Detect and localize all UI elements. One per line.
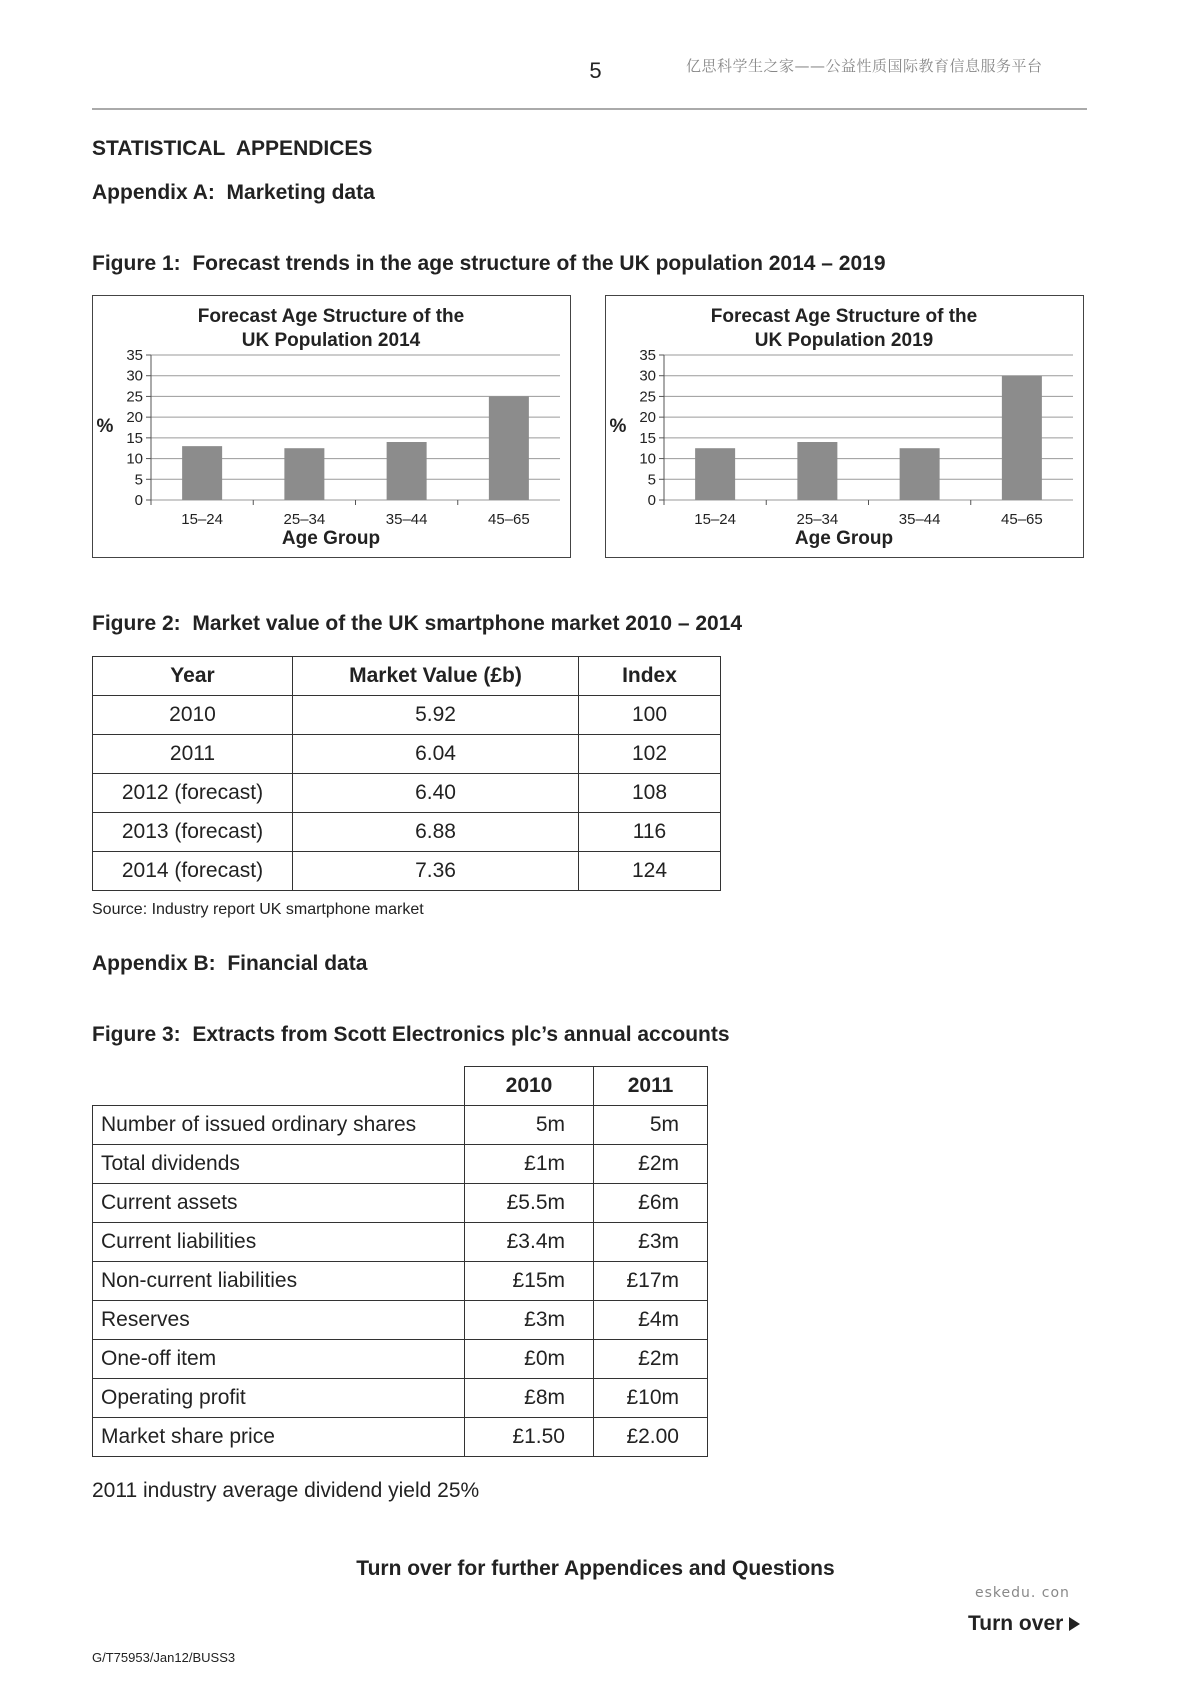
table-row	[93, 852, 721, 891]
col-2010-header: 2010	[465, 1067, 594, 1106]
turn-over-cta: Turn over for further Appendices and Questions	[356, 1557, 835, 1580]
market-value-cell: 7.36	[293, 852, 579, 891]
chart-2014-svg	[93, 296, 570, 557]
y-tick-label: 20	[639, 409, 656, 427]
index-cell: 124	[579, 852, 721, 891]
bar	[900, 448, 940, 500]
row-label: Reserves	[93, 1301, 465, 1340]
row-label: Operating profit	[93, 1379, 465, 1418]
y-tick-label: 15	[639, 429, 656, 447]
x-tick-label: 15–24	[694, 511, 736, 528]
market-value-cell: 6.40	[293, 774, 579, 813]
year-cell: 2011	[93, 735, 293, 774]
market-value-cell: 5.92	[293, 696, 579, 735]
value-2010-cell: 5m	[465, 1106, 594, 1145]
value-2010-cell: £3.4m	[465, 1223, 594, 1262]
y-tick-label: 20	[126, 409, 143, 427]
figure2-caption: Figure 2: Market value of the UK smartphone market 2010 – 2014	[92, 612, 743, 635]
value-2010-cell: £8m	[465, 1379, 594, 1418]
bar	[797, 442, 837, 500]
table-header-row	[93, 657, 721, 696]
year-cell: 2012 (forecast)	[93, 774, 293, 813]
accounts-table	[92, 1066, 708, 1457]
value-2011-cell: £2.00	[594, 1418, 708, 1457]
y-axis-label: %	[609, 416, 627, 437]
y-tick-label: 10	[639, 450, 656, 468]
bar	[182, 446, 222, 500]
y-tick-label: 35	[126, 347, 143, 364]
y-tick-label: 0	[647, 492, 656, 509]
table-row	[93, 1106, 708, 1145]
y-tick-label: 30	[639, 367, 656, 385]
page-number: 5	[589, 58, 602, 83]
value-2010-cell: £5.5m	[465, 1184, 594, 1223]
value-2010-cell: £1m	[465, 1145, 594, 1184]
x-tick-label: 25–34	[283, 511, 326, 528]
chart-title-line1: Forecast Age Structure of the	[710, 306, 978, 327]
value-2011-cell: 5m	[594, 1106, 708, 1145]
x-tick-label: 15–24	[181, 511, 223, 528]
table-row	[93, 1340, 708, 1379]
year-cell: 2010	[93, 696, 293, 735]
x-axis-label: Age Group	[794, 528, 894, 549]
market-value-table	[92, 656, 721, 891]
x-tick-label: 45–65	[488, 511, 530, 528]
value-2010-cell: £3m	[465, 1301, 594, 1340]
y-axis-label: %	[96, 416, 114, 437]
header-watermark: 亿思科学生之家——公益性质国际教育信息服务平台	[686, 57, 1043, 75]
table-row	[93, 735, 721, 774]
row-label: Market share price	[93, 1418, 465, 1457]
index-cell: 100	[579, 696, 721, 735]
table-row	[93, 1418, 708, 1457]
index-cell: 116	[579, 813, 721, 852]
row-label: Current liabilities	[93, 1223, 465, 1262]
chart-2019-svg	[606, 296, 1083, 557]
section-title: STATISTICAL APPENDICES	[92, 137, 373, 160]
y-tick-label: 5	[647, 471, 656, 489]
col-market-value-header: Market Value (£b)	[293, 657, 579, 696]
market-value-cell: 6.88	[293, 813, 579, 852]
play-arrow-icon	[1069, 1617, 1080, 1631]
y-tick-label: 30	[126, 367, 143, 385]
turn-over-text: Turn over	[968, 1612, 1064, 1635]
index-cell: 102	[579, 735, 721, 774]
y-tick-label: 15	[126, 429, 143, 447]
blank-corner-cell	[93, 1067, 465, 1106]
market-value-cell: 6.04	[293, 735, 579, 774]
x-axis-label: Age Group	[281, 528, 381, 549]
figure1-caption: Figure 1: Forecast trends in the age structure of the UK population 2014 – 2019	[92, 252, 886, 275]
row-label: Total dividends	[93, 1145, 465, 1184]
table-row	[93, 1184, 708, 1223]
row-label: Number of issued ordinary shares	[93, 1106, 465, 1145]
header-rule	[92, 108, 1087, 110]
value-2010-cell: £1.50	[465, 1418, 594, 1457]
y-tick-label: 25	[126, 388, 143, 406]
value-2011-cell: £10m	[594, 1379, 708, 1418]
y-tick-label: 35	[639, 347, 656, 364]
y-tick-label: 25	[639, 388, 656, 406]
col-year-header: Year	[93, 657, 293, 696]
x-tick-label: 35–44	[898, 511, 941, 528]
x-tick-label: 25–34	[796, 511, 839, 528]
bar	[284, 448, 324, 500]
value-2011-cell: £17m	[594, 1262, 708, 1301]
chart-2019	[605, 295, 1084, 558]
figure3-caption: Figure 3: Extracts from Scott Electronics plc’s annual accounts	[92, 1023, 730, 1046]
chart-title-line2: UK Population 2019	[754, 330, 934, 351]
turn-over-label	[968, 1612, 1080, 1636]
table-row	[93, 1145, 708, 1184]
industry-average-note: 2011 industry average dividend yield 25%	[92, 1479, 480, 1502]
value-2011-cell: £2m	[594, 1145, 708, 1184]
chart-title-line1: Forecast Age Structure of the	[197, 306, 465, 327]
value-2011-cell: £4m	[594, 1301, 708, 1340]
value-2010-cell: £0m	[465, 1340, 594, 1379]
x-tick-label: 35–44	[385, 511, 428, 528]
table-header-row	[93, 1067, 708, 1106]
value-2011-cell: £3m	[594, 1223, 708, 1262]
row-label: Current assets	[93, 1184, 465, 1223]
col-index-header: Index	[579, 657, 721, 696]
document-code: G/T75953/Jan12/BUSS3	[92, 1650, 236, 1665]
table-row	[93, 774, 721, 813]
table-row	[93, 696, 721, 735]
value-2010-cell: £15m	[465, 1262, 594, 1301]
value-2011-cell: £2m	[594, 1340, 708, 1379]
y-tick-label: 10	[126, 450, 143, 468]
row-label: One-off item	[93, 1340, 465, 1379]
col-2011-header: 2011	[594, 1067, 708, 1106]
bar	[695, 448, 735, 500]
source-note: Source: Industry report UK smartphone market	[92, 901, 424, 918]
y-tick-label: 0	[134, 492, 143, 509]
x-tick-label: 45–65	[1001, 511, 1043, 528]
value-2011-cell: £6m	[594, 1184, 708, 1223]
bar	[1002, 376, 1042, 500]
chart-2014	[92, 295, 571, 558]
year-cell: 2014 (forecast)	[93, 852, 293, 891]
appendix-a-title: Appendix A: Marketing data	[92, 181, 375, 204]
table-row	[93, 1379, 708, 1418]
bar	[387, 442, 427, 500]
table-row	[93, 1223, 708, 1262]
bar	[489, 396, 529, 500]
appendix-b-title: Appendix B: Financial data	[92, 952, 368, 975]
index-cell: 108	[579, 774, 721, 813]
row-label: Non-current liabilities	[93, 1262, 465, 1301]
y-tick-label: 5	[134, 471, 143, 489]
site-watermark: eskedu. con	[975, 1585, 1070, 1601]
chart-title-line2: UK Population 2014	[241, 330, 421, 351]
table-row	[93, 1262, 708, 1301]
table-row	[93, 1301, 708, 1340]
table-row	[93, 813, 721, 852]
year-cell: 2013 (forecast)	[93, 813, 293, 852]
